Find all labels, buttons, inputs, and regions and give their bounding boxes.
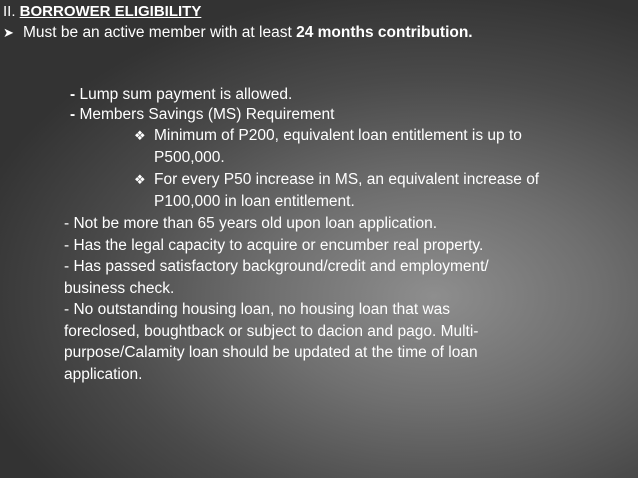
main-bullet-text: Must be an active member with at least <box>23 24 297 41</box>
diamond-bullet-icon: ❖ <box>134 128 146 143</box>
ms-point-text: For every P50 increase in MS, an equivalent increase of <box>154 171 540 188</box>
ms-point-minimum <box>134 127 522 145</box>
requirement-line: application. <box>64 365 143 383</box>
requirement-line: - Not be more than 65 years old upon loan application. <box>64 215 438 232</box>
dash-marker: - <box>70 86 80 103</box>
ms-point-minimum-cont <box>154 149 225 167</box>
section-number: II. <box>3 3 20 20</box>
section-title: BORROWER ELIGIBILITY <box>19 3 202 20</box>
sub-item-lump-sum <box>70 86 292 104</box>
requirement-line: foreclosed, boughtback or subject to dacion and pago. Multi- <box>64 322 479 340</box>
requirement-line: purpose/Calamity loan should be updated at the time of loan <box>64 344 478 361</box>
ms-point-increase <box>134 171 539 189</box>
section-heading <box>3 3 201 21</box>
eligibility-main-bullet <box>3 24 473 42</box>
sub-item-text: Members Savings (MS) Requirement <box>79 106 335 123</box>
sub-item-ms-requirement <box>70 106 334 124</box>
requirement-line: - No outstanding housing loan, no housing loan that was <box>64 301 451 318</box>
ms-point-text: P100,000 in loan entitlement. <box>154 193 355 210</box>
arrow-right-bullet-icon: ➤ <box>3 25 14 40</box>
ms-point-text: P500,000. <box>154 149 225 166</box>
sub-item-text: Lump sum payment is allowed. <box>79 86 293 103</box>
requirement-line: - Has the legal capacity to acquire or encumber real property. <box>64 236 484 254</box>
ms-point-increase-cont <box>154 193 355 211</box>
main-bullet-emphasis: 24 months contribution. <box>296 24 473 41</box>
ms-point-text: Minimum of P200, equivalent loan entitlement is up to <box>154 127 522 144</box>
dash-marker: - <box>70 106 80 123</box>
requirement-line: - Has passed satisfactory background/credit and employment/ <box>64 258 489 275</box>
requirement-line: business check. <box>64 279 175 297</box>
diamond-bullet-icon: ❖ <box>134 172 146 187</box>
requirements-list <box>64 213 624 385</box>
